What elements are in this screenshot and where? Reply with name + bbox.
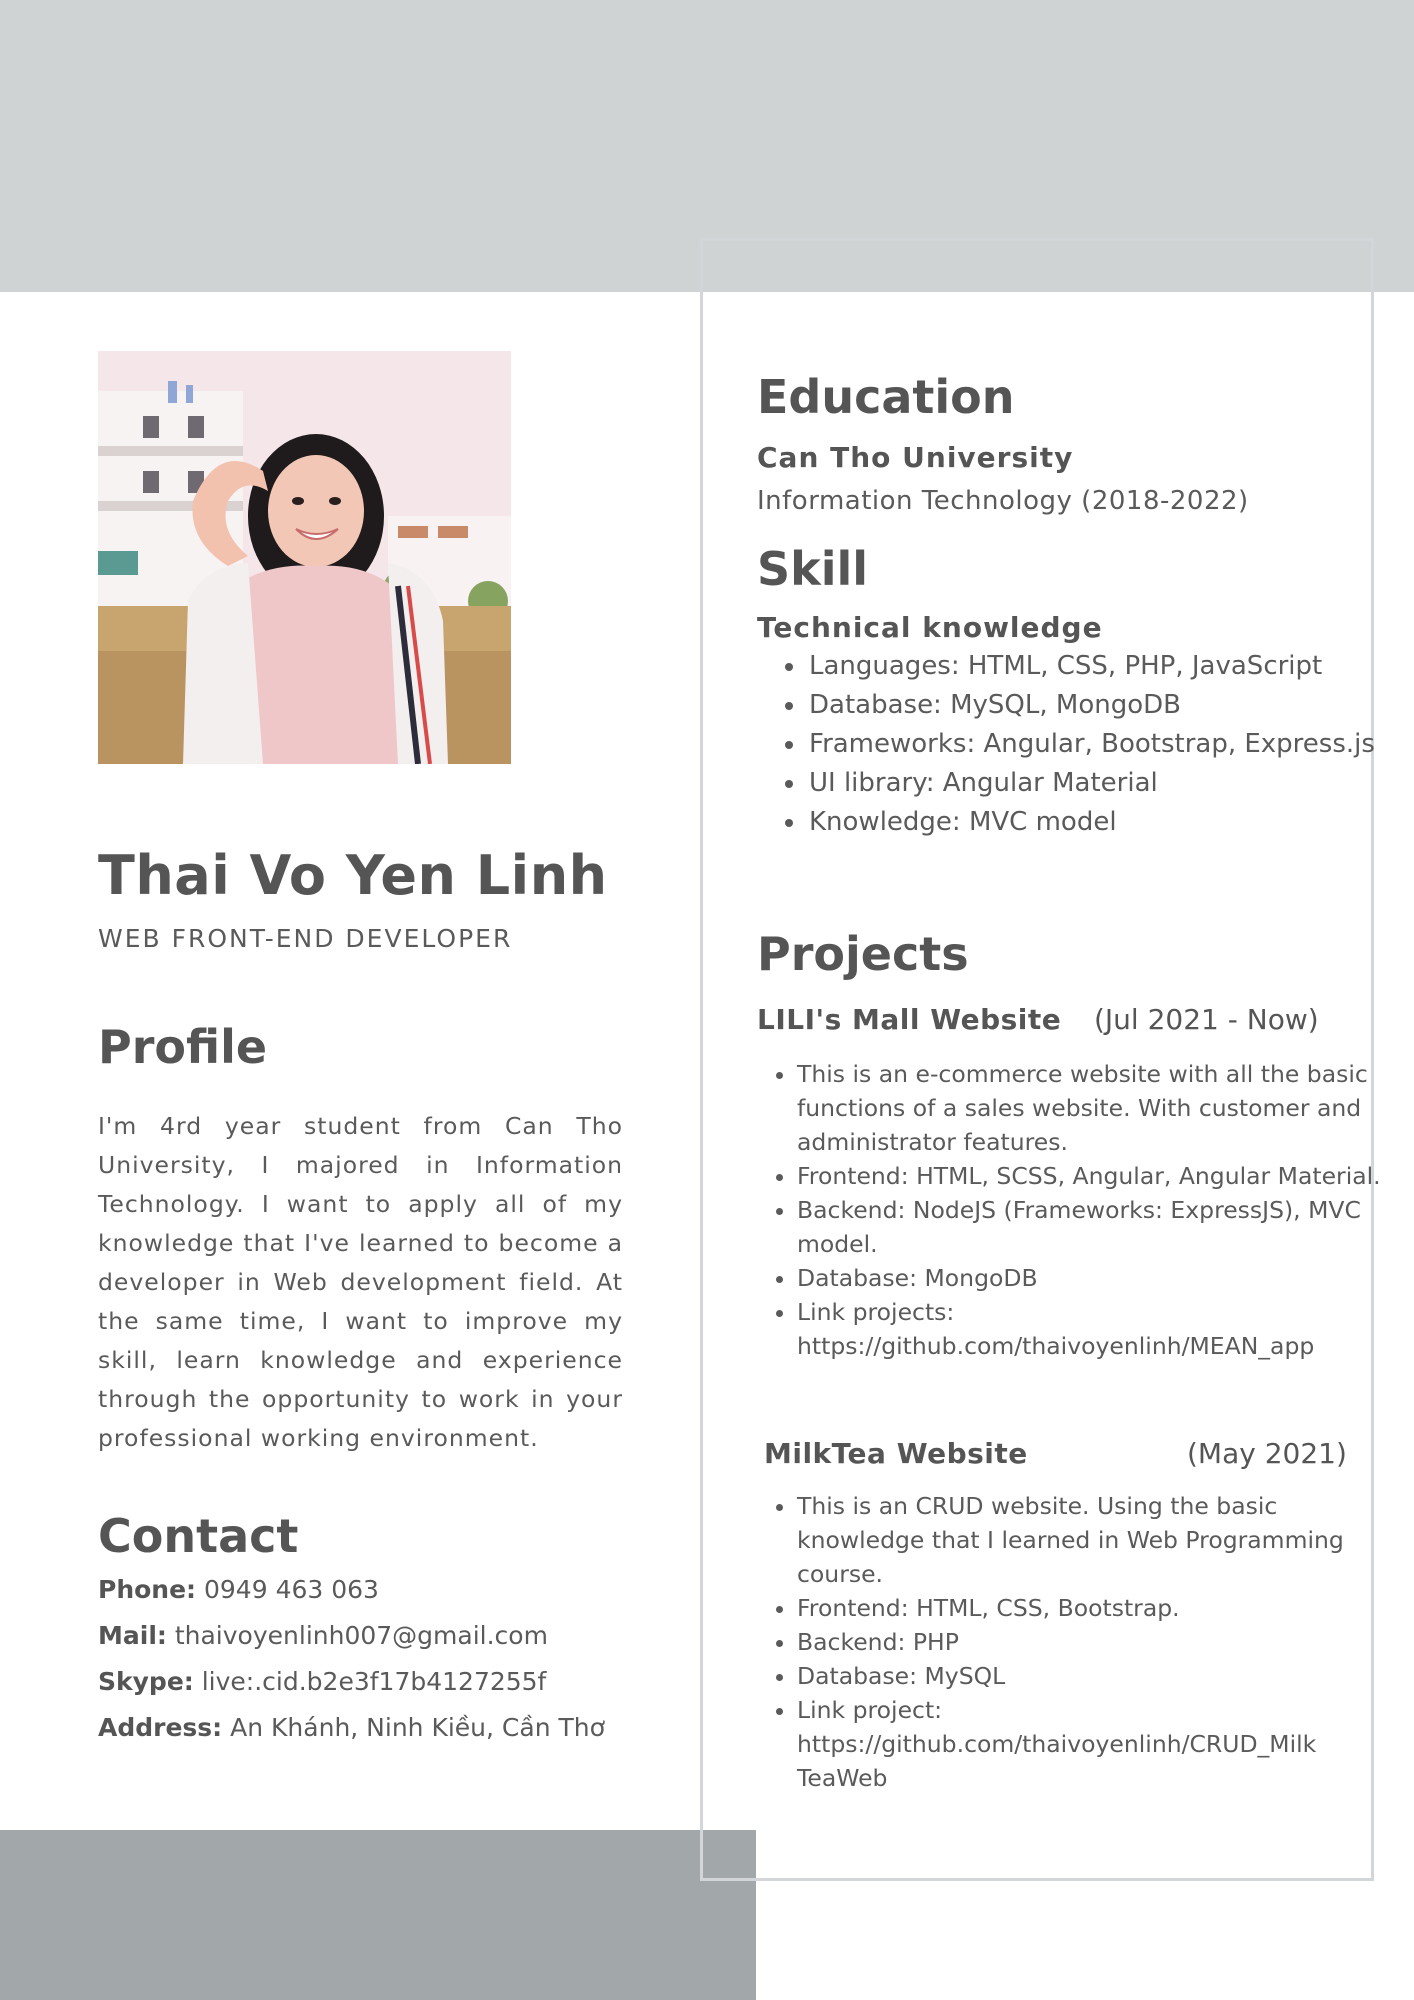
project-link-label: Link projects: bbox=[797, 1298, 955, 1326]
project-2-date: (May 2021) bbox=[1187, 1437, 1347, 1470]
person-name: Thai Vo Yen Linh bbox=[98, 844, 608, 907]
profile-heading: Profile bbox=[98, 1020, 268, 1074]
skill-heading: Skill bbox=[757, 542, 869, 596]
skill-item: • Knowledge: MVC model bbox=[807, 803, 1397, 842]
contact-address bbox=[98, 1713, 658, 1743]
education-major: Information Technology (2018-2022) bbox=[757, 486, 1249, 516]
contact-list bbox=[98, 1575, 658, 1759]
skill-subheading: Technical knowledge bbox=[757, 611, 1103, 644]
contact-skype-value: live:.cid.b2e3f17b4127255f bbox=[201, 1667, 547, 1696]
education-heading: Education bbox=[757, 370, 1015, 424]
person-role: WEB FRONT-END DEVELOPER bbox=[98, 924, 513, 953]
contact-phone-value: 0949 463 063 bbox=[204, 1575, 379, 1604]
project-2-link-part1: https://github.com/thaivoyenlinh/CRUD_Milk bbox=[797, 1730, 1317, 1758]
project-link-label: Link project: bbox=[797, 1696, 943, 1724]
project-1-date: (Jul 2021 - Now) bbox=[1094, 1003, 1319, 1036]
contact-skype-label: Skype: bbox=[98, 1667, 194, 1696]
skill-item: • UI library: Angular Material bbox=[807, 764, 1397, 803]
project-1-link[interactable]: https://github.com/thaivoyenlinh/MEAN_app bbox=[797, 1332, 1315, 1360]
contact-phone-label: Phone: bbox=[98, 1575, 197, 1604]
projects-heading: Projects bbox=[757, 927, 969, 981]
project-2-link[interactable] bbox=[797, 1730, 1316, 1792]
project-bullet: • Backend: NodeJS (Frameworks: ExpressJS), MVC model. bbox=[797, 1193, 1387, 1261]
education-school: Can Tho University bbox=[757, 441, 1074, 474]
project-bullet bbox=[797, 1693, 1387, 1795]
project-bullet: • This is an CRUD website. Using the basic knowledge that I learned in Web Programming course. bbox=[797, 1489, 1387, 1591]
profile-photo bbox=[98, 351, 511, 764]
contact-mail-label: Mail: bbox=[98, 1621, 167, 1650]
contact-mail bbox=[98, 1621, 658, 1651]
project-2-bullets bbox=[757, 1489, 1387, 1795]
contact-heading: Contact bbox=[98, 1509, 299, 1563]
skill-item: • Frameworks: Angular, Bootstrap, Express.js bbox=[807, 725, 1397, 764]
contact-skype bbox=[98, 1667, 658, 1697]
project-bullet: • Database: MongoDB bbox=[797, 1261, 1387, 1295]
contact-phone bbox=[98, 1575, 658, 1605]
project-1-bullets bbox=[757, 1057, 1387, 1363]
contact-mail-value: thaivoyenlinh007@gmail.com bbox=[174, 1621, 548, 1650]
project-bullet: • Backend: PHP bbox=[797, 1625, 1387, 1659]
skill-item: • Languages: HTML, CSS, PHP, JavaScript bbox=[807, 647, 1397, 686]
project-bullet: • Frontend: HTML, SCSS, Angular, Angular Material. bbox=[797, 1159, 1387, 1193]
skill-item: • Database: MySQL, MongoDB bbox=[807, 686, 1397, 725]
contact-address-value: An Khánh, Ninh Kiều, Cần Thơ bbox=[230, 1713, 605, 1742]
bottom-decor-band bbox=[0, 1830, 756, 2000]
project-1-title: LILI's Mall Website bbox=[757, 1003, 1062, 1036]
project-bullet: • Frontend: HTML, CSS, Bootstrap. bbox=[797, 1591, 1387, 1625]
contact-address-label: Address: bbox=[98, 1713, 223, 1742]
project-2-title: MilkTea Website bbox=[764, 1437, 1028, 1470]
profile-text: I'm 4rd year student from Can Tho University, I majored in Information Technology. I want to apply all of my knowledge that I've learned to become a developer in Web development field. At the same time, I want to improve my skill, learn knowledge and experience through the opportunity to work in your professional working environment. bbox=[98, 1112, 623, 1452]
project-2-link-part2: TeaWeb bbox=[797, 1764, 888, 1792]
project-bullet bbox=[797, 1295, 1387, 1363]
skill-list bbox=[757, 647, 1397, 842]
project-bullet: • Database: MySQL bbox=[797, 1659, 1387, 1693]
project-bullet: • This is an e-commerce website with all the basic functions of a sales website. With customer and administrator features. bbox=[797, 1057, 1387, 1159]
